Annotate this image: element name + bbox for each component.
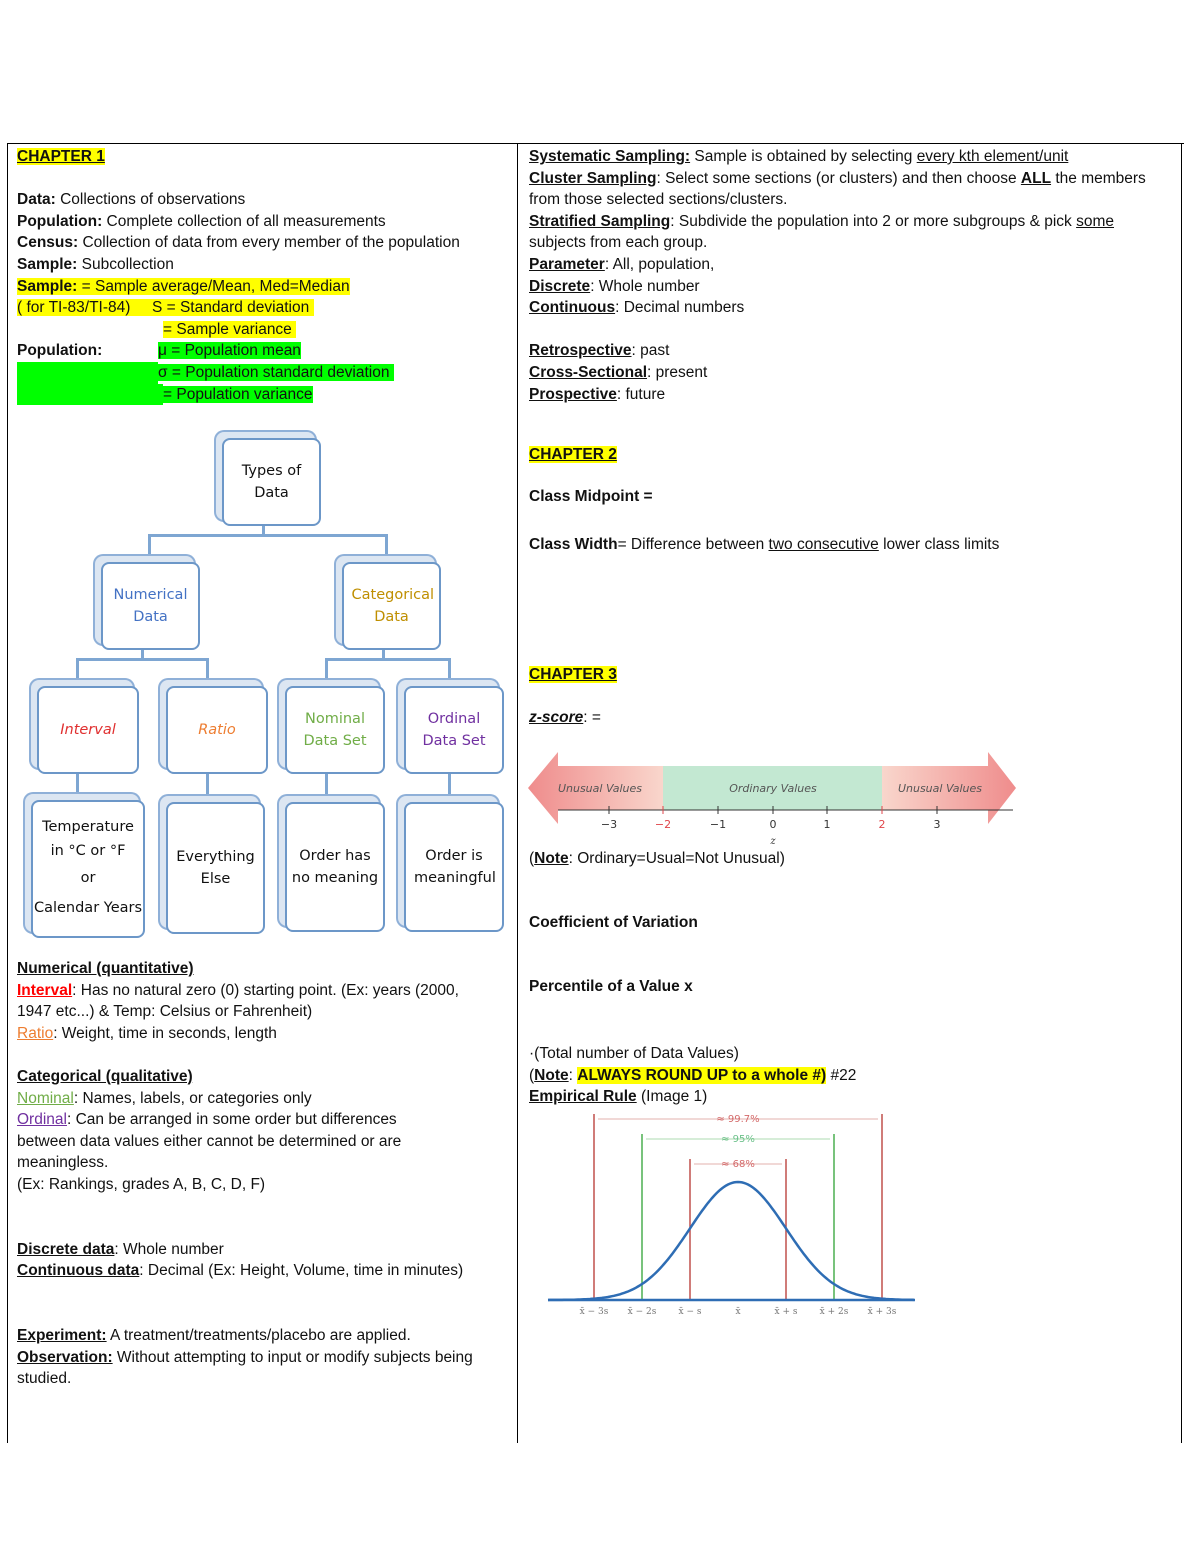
prospective-definition: Prospective: future bbox=[529, 385, 666, 403]
column-divider bbox=[517, 143, 518, 1443]
sample-symbols: Sample: = Sample average/Mean, Med=Median bbox=[17, 277, 350, 295]
label-95: ≈ 95% bbox=[721, 1134, 755, 1145]
normal-curve bbox=[548, 1182, 914, 1300]
total-data-values: ·(Total number of Data Values) bbox=[529, 1045, 739, 1062]
bell-axis-label: x̄ + s bbox=[774, 1307, 798, 1317]
bell-axis-label: x̄ − 3s bbox=[579, 1307, 609, 1317]
tick-label: 2 bbox=[878, 818, 886, 831]
discrete-data-definition: Discrete data: Whole number bbox=[17, 1240, 224, 1258]
node-temperature: Temperature in °C or °F or Calendar Years bbox=[31, 800, 145, 938]
right-border bbox=[1181, 143, 1182, 1443]
right-column bbox=[529, 146, 1174, 405]
ordinal-definition: Ordinal: Can be arranged in some order but differences bbox=[17, 1111, 397, 1129]
tick-label: −1 bbox=[709, 818, 727, 831]
cluster-sampling-cont: from those selected sections/clusters. bbox=[529, 191, 788, 209]
retrospective-definition: Retrospective: past bbox=[529, 342, 670, 360]
node-order-no-meaning: Order has no meaning bbox=[285, 802, 385, 932]
population-definition: Population: Complete collection of all measurements bbox=[17, 212, 386, 230]
label-ordinary: Ordinary Values bbox=[729, 782, 817, 795]
interval-definition-cont: 1947 etc...) & Temp: Celsius or Fahrenheit) bbox=[17, 1003, 313, 1021]
population-std: σ = Population standard deviation bbox=[17, 362, 512, 384]
bell-axis-label: x̄ + 3s bbox=[867, 1307, 897, 1317]
sample-variance: = Sample variance bbox=[17, 319, 512, 341]
data-definition: Data: Collections of observations bbox=[17, 191, 246, 209]
discrete-definition: Discrete: Whole number bbox=[529, 277, 700, 295]
interval-definition: Interval: Has no natural zero (0) starting point. (Ex: years (2000, bbox=[17, 981, 459, 999]
z-score-number-line bbox=[528, 748, 1018, 848]
node-order-meaningful: Order is meaningful bbox=[404, 802, 504, 932]
left-lower-text bbox=[17, 958, 512, 1390]
nominal-definition: Nominal: Names, labels, or categories only bbox=[17, 1089, 312, 1107]
empirical-rule-bell-curve bbox=[540, 1112, 920, 1322]
ordinal-example: (Ex: Rankings, grades A, B, C, D, F) bbox=[17, 1175, 266, 1193]
continuous-data-definition: Continuous data: Decimal (Ex: Height, Volume, time in minutes) bbox=[17, 1262, 464, 1280]
ordinal-definition-cont: between data values either cannot be determined or are bbox=[17, 1132, 402, 1150]
population-mean: Population: μ = Population mean bbox=[17, 342, 301, 360]
empirical-rule: Empirical Rule (Image 1) bbox=[529, 1088, 708, 1106]
observation-definition: Observation: Without attempting to input or modify subjects being bbox=[17, 1348, 473, 1366]
numerical-heading: Numerical (quantitative) bbox=[17, 960, 194, 977]
node-ordinal: Ordinal Data Set bbox=[404, 686, 504, 774]
node-numerical-data: Numerical Data bbox=[101, 562, 200, 650]
tick-label: −2 bbox=[654, 818, 672, 831]
label-unusual-right: Unusual Values bbox=[897, 782, 983, 795]
tick-label: 3 bbox=[933, 818, 941, 831]
z-score: z-score: = bbox=[529, 709, 601, 726]
label-997: ≈ 99.7% bbox=[716, 1114, 760, 1125]
parameter-definition: Parameter: All, population, bbox=[529, 255, 715, 273]
stratified-sampling-cont: subjects from each group. bbox=[529, 234, 708, 252]
chapter3-heading: CHAPTER 3 bbox=[529, 666, 617, 683]
class-width: Class Width= Difference between two consecutive lower class limits bbox=[529, 536, 1000, 553]
experiment-definition: Experiment: A treatment/treatments/placebo are applied. bbox=[17, 1327, 411, 1345]
tick-label: −3 bbox=[600, 818, 618, 831]
cluster-sampling: Cluster Sampling: Select some sections (or clusters) and then choose ALL the members bbox=[529, 169, 1146, 187]
percentile-of-value: Percentile of a Value x bbox=[529, 978, 693, 995]
right-lower-text bbox=[529, 1043, 1174, 1108]
stratified-sampling: Stratified Sampling: Subdivide the population into 2 or more subgroups & pick some bbox=[529, 212, 1114, 230]
sample-std: ( for TI-83/TI-84) S = Standard deviation bbox=[17, 297, 512, 319]
bell-axis-label: x̄ + 2s bbox=[819, 1307, 849, 1317]
note-ordinary: (Note: Ordinary=Usual=Not Unusual) bbox=[529, 850, 785, 867]
tick-label: 1 bbox=[823, 818, 831, 831]
ratio-definition: Ratio: Weight, time in seconds, length bbox=[17, 1024, 277, 1042]
label-unusual-left: Unusual Values bbox=[557, 782, 643, 795]
ordinal-definition-cont2: meaningless. bbox=[17, 1154, 109, 1172]
label-68: ≈ 68% bbox=[721, 1159, 755, 1170]
node-types-of-data: Types of Data bbox=[222, 438, 321, 526]
systematic-sampling: Systematic Sampling: Sample is obtained by selecting every kth element/unit bbox=[529, 148, 1069, 165]
coefficient-of-variation: Coefficient of Variation bbox=[529, 914, 698, 931]
sample-definition: Sample: Subcollection bbox=[17, 255, 174, 273]
bell-axis-label: x̄ − s bbox=[678, 1307, 702, 1317]
chapter2-heading: CHAPTER 2 bbox=[529, 446, 617, 463]
population-variance: = Population variance bbox=[17, 384, 512, 406]
node-everything-else: Everything Else bbox=[166, 802, 265, 934]
bell-axis-label: x̄ bbox=[735, 1307, 741, 1317]
observation-definition-cont: studied. bbox=[17, 1370, 72, 1388]
cross-sectional-definition: Cross-Sectional: present bbox=[529, 363, 708, 381]
left-border bbox=[7, 143, 8, 1443]
node-ratio: Ratio bbox=[166, 686, 268, 774]
axis-label-z: z bbox=[770, 836, 776, 847]
categorical-heading: Categorical (qualitative) bbox=[17, 1067, 193, 1085]
census-definition: Census: Collection of data from every member of the population bbox=[17, 234, 460, 252]
note-round-up: (Note: ALWAYS ROUND UP to a whole #) #22 bbox=[529, 1066, 857, 1084]
continuous-definition: Continuous: Decimal numbers bbox=[529, 299, 745, 317]
node-categorical-data: Categorical Data bbox=[342, 562, 441, 650]
tick-label: 0 bbox=[769, 818, 777, 831]
node-interval: Interval bbox=[37, 686, 139, 774]
bell-axis-label: x̄ − 2s bbox=[627, 1307, 657, 1317]
left-column bbox=[17, 146, 512, 405]
chapter1-heading: CHAPTER 1 bbox=[17, 148, 105, 165]
class-midpoint: Class Midpoint = bbox=[529, 488, 653, 505]
node-nominal: Nominal Data Set bbox=[285, 686, 385, 774]
